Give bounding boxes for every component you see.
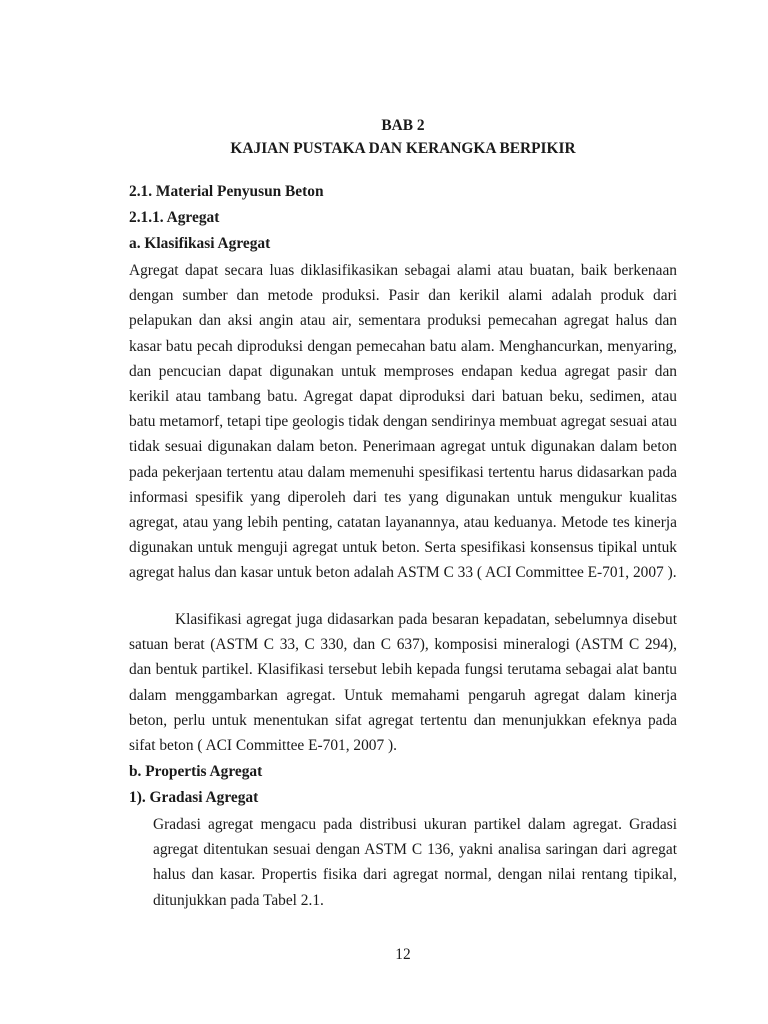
paragraph-klasifikasi-1: Agregat dapat secara luas diklasifikasikan sebagai alami atau buatan, baik berkenaan dengan sumber dan metode produksi. Pasir dan kerikil alami adalah produk dari pelapukan dan aksi angin atau air, sementara produksi pemecahan agregat halus dan kasar batu pecah diproduksi dengan pemecahan batu alam. Menghancurkan, menyaring, dan pencucian dapat digunakan untuk memproses endapan kedua agregat pasir dan kerikil atau tambang batu. Agregat dapat diproduksi dari batuan beku, sedimen, atau batu metamorf, tetapi tipe geologis tidak dengan sendirinya membuat agregat sesuai atau tidak sesuai digunakan dalam beton. Penerimaan agregat untuk digunakan dalam beton pada pekerjaan tertentu atau dalam memenuhi spesifikasi tertentu harus didasarkan pada informasi spesifik yang diperoleh dari tes yang digunakan untuk mengukur kualitas agregat, atau yang lebih penting, catatan layanannya, atau keduanya. Metode tes kinerja digunakan untuk menguji agregat untuk beton. Serta spesifikasi konsensus tipikal untuk agregat halus dan kasar untuk beton adalah ASTM C 33 ( ACI Committee E-701, 2007 ).	[129, 262, 677, 582]
page-number: 12	[395, 946, 411, 963]
section-heading-material: 2.1. Material Penyusun Beton	[129, 183, 324, 200]
chapter-title: KAJIAN PUSTAKA DAN KERANGKA BERPIKIR	[230, 140, 576, 157]
subheading-propertis-agregat: b. Propertis Agregat	[129, 763, 263, 780]
subheading-gradasi-agregat: 1). Gradasi Agregat	[129, 789, 259, 806]
paragraph-klasifikasi-2: Klasifikasi agregat juga didasarkan pada besaran kepadatan, sebelumnya disebut satuan berat (ASTM C 33, C 330, dan C 637), komposisi mineralogi (ASTM C 294), dan bentuk partikel. Klasifikasi tersebut lebih kepada fungsi terutama sebagai alat bantu dalam menggambarkan agregat. Untuk memahami pengaruh agregat dalam kinerja beton, perlu untuk menentukan sifat agregat tertentu dan menunjukkan efeknya pada sifat beton ( ACI Committee E-701, 2007 ).	[129, 611, 677, 755]
chapter-number: BAB 2	[381, 117, 425, 134]
subheading-klasifikasi-agregat: a. Klasifikasi Agregat	[129, 235, 271, 252]
paragraph-gradasi: Gradasi agregat mengacu pada distribusi ukuran partikel dalam agregat. Gradasi agregat ditentukan sesuai dengan ASTM C 136, yakni analisa saringan dari agregat halus dan kasar. Propertis fisika dari agregat normal, dengan nilai rentang tipikal, ditunjukkan pada Tabel 2.1.	[153, 816, 677, 909]
subsection-heading-agregat: 2.1.1. Agregat	[129, 209, 220, 226]
